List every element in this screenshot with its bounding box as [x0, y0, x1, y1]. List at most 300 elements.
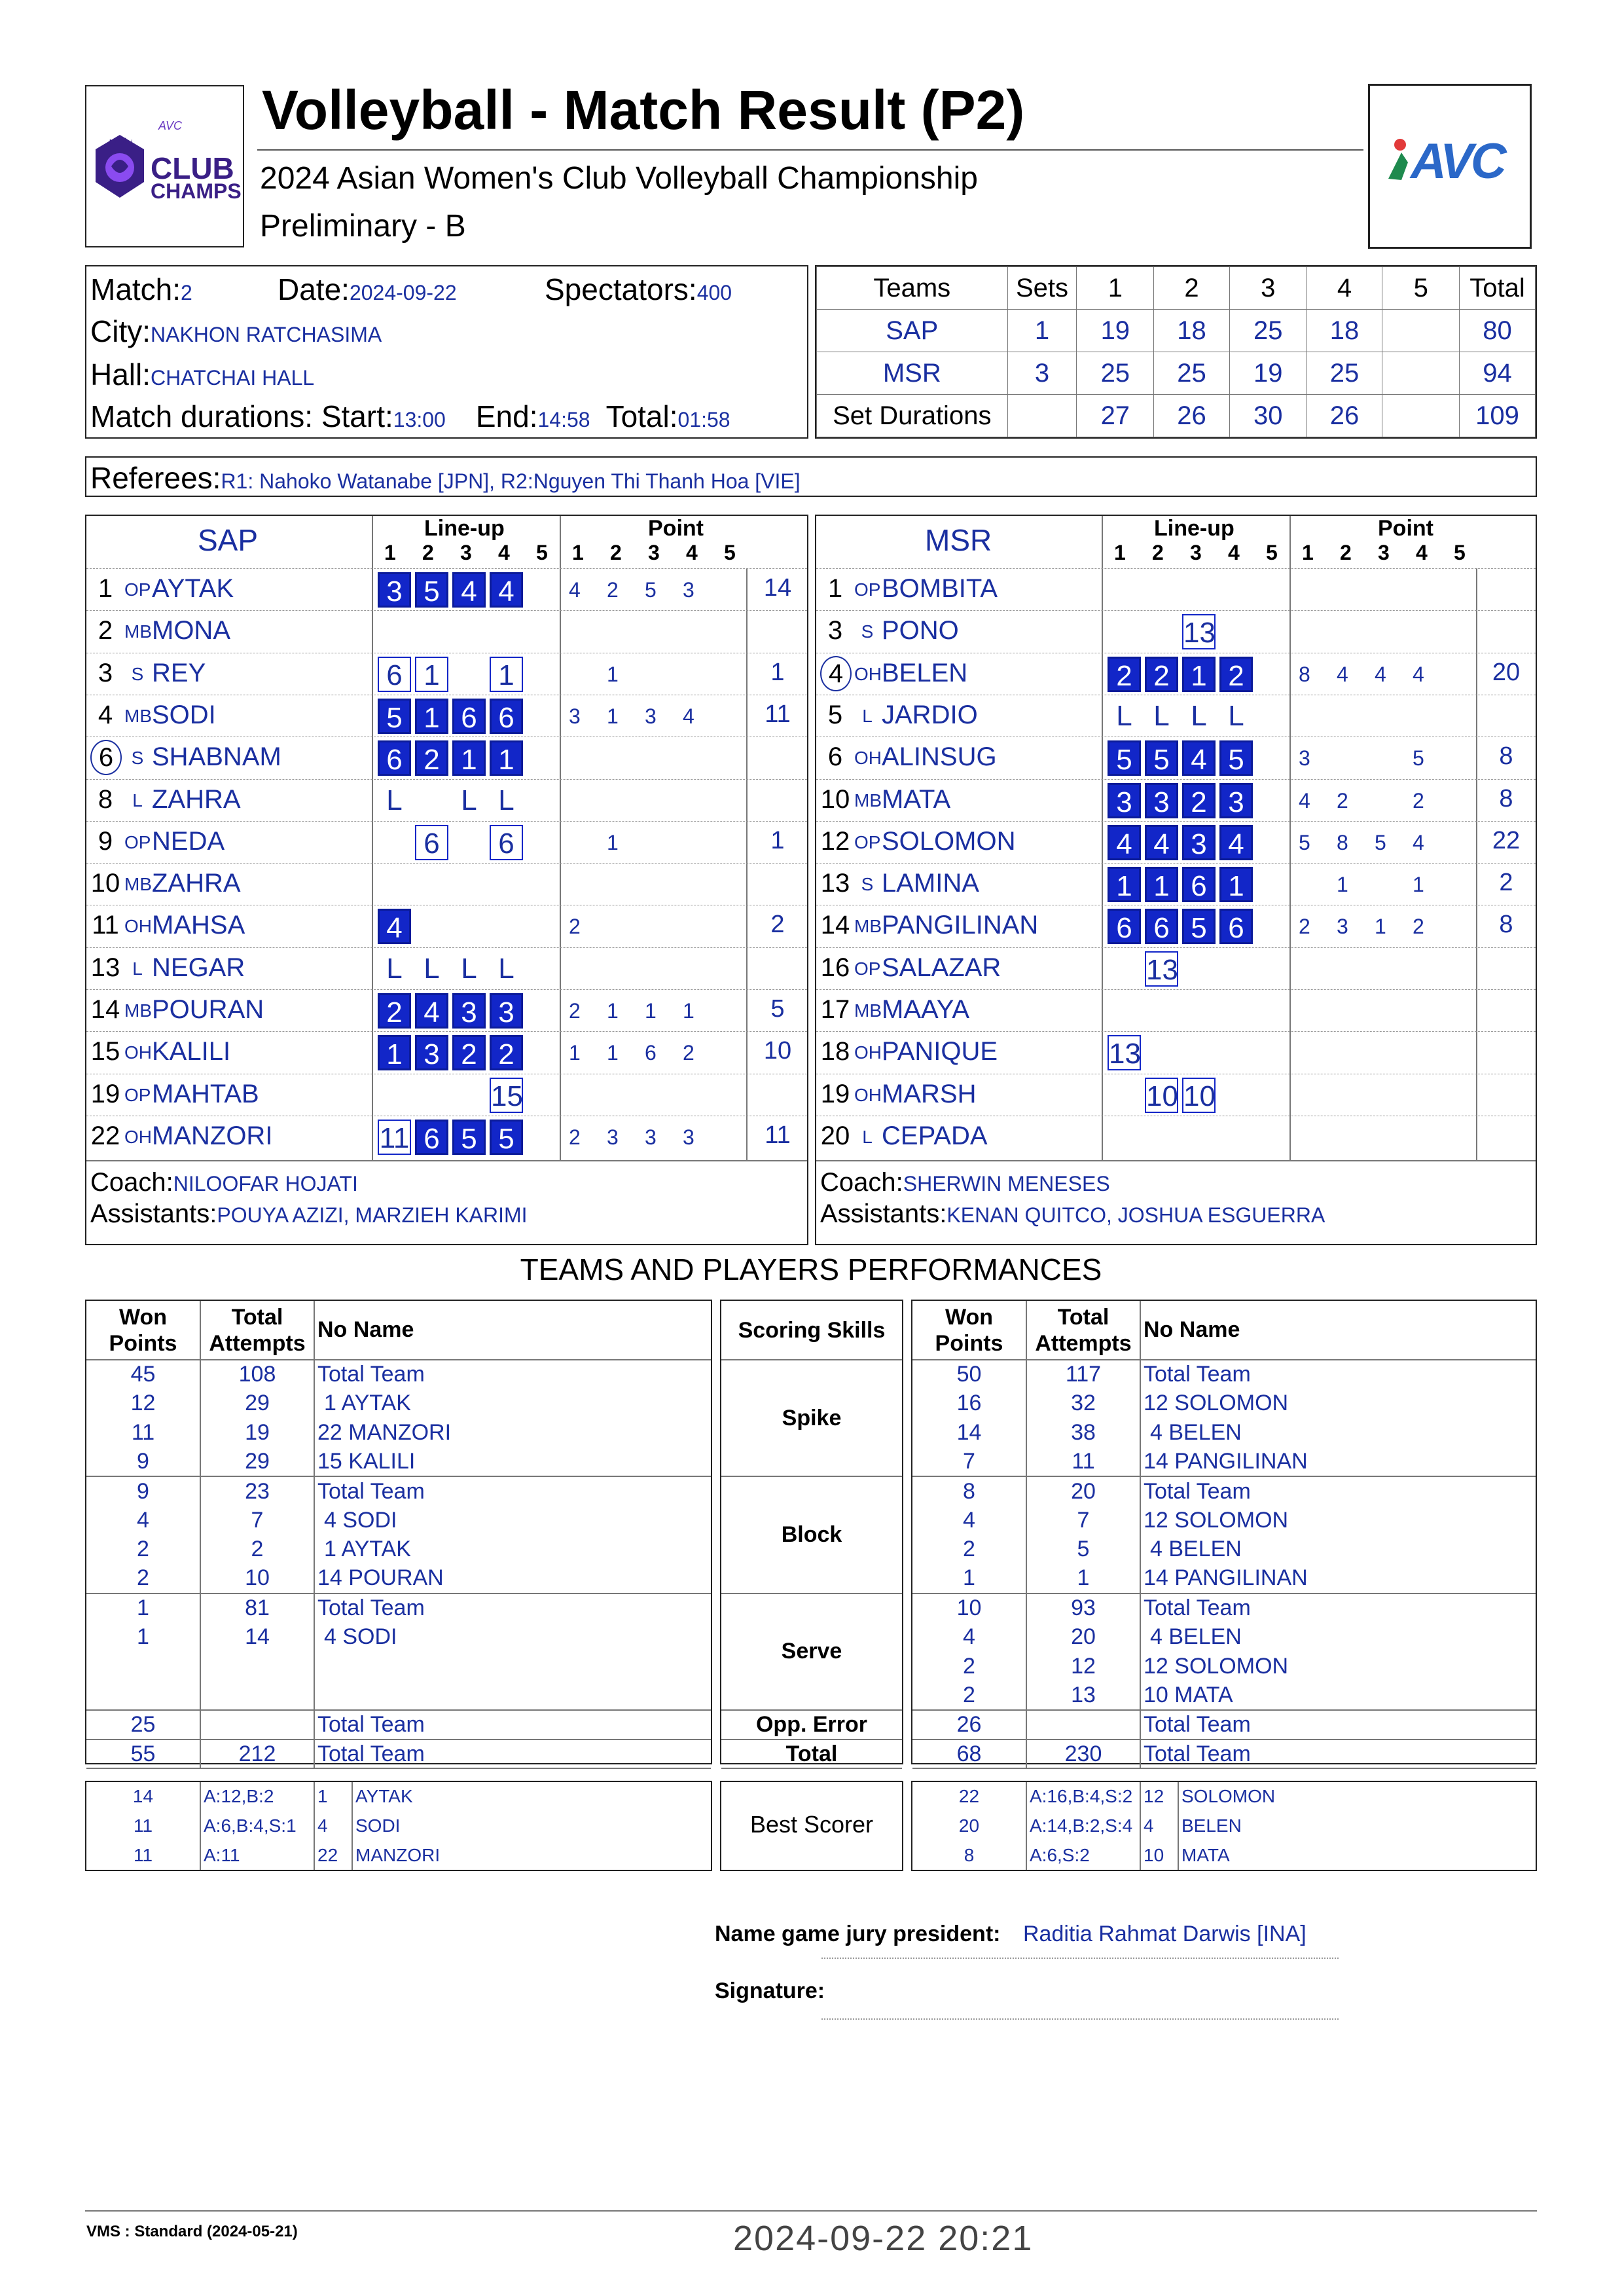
skill-label: Spike: [721, 1360, 902, 1476]
lineup-cell: 3: [415, 1035, 448, 1070]
perf-value: 212: [200, 1740, 314, 1769]
perf-team-a: [85, 1300, 712, 1764]
player-position: OP: [854, 831, 881, 852]
player-position: MB: [124, 621, 152, 642]
player-lineup: [1108, 783, 1257, 818]
set-point: 2: [1299, 915, 1310, 939]
city-label: City:: [90, 314, 151, 348]
perf-value: 2: [86, 1564, 200, 1594]
date-value: 2024-09-22: [349, 281, 457, 304]
perf-team-b-table: [912, 1301, 1536, 1769]
best-breakdown: A:14,B:2,S:4: [1026, 1812, 1140, 1841]
perf-value: 2: [912, 1652, 1026, 1681]
player-lineup: [378, 657, 527, 692]
attempts-header: Total Attempts: [200, 1301, 314, 1360]
player-position: OH: [854, 1084, 882, 1105]
perf-team-b: [911, 1300, 1537, 1764]
player-number: 1: [827, 574, 843, 603]
results-header-cell: 2: [1154, 267, 1230, 310]
set-point: 3: [1299, 746, 1310, 771]
club-champs-emblem: [92, 134, 148, 199]
player-position: OH: [854, 748, 882, 769]
set-number: 2: [610, 541, 622, 564]
lineup-set-numbers: [1114, 541, 1304, 565]
lineup-cell: 4: [1219, 825, 1253, 860]
player-position: OH: [854, 1042, 882, 1063]
player-set-points: [1299, 663, 1451, 687]
player-set-points: [569, 999, 721, 1023]
player-set-points: [569, 831, 721, 855]
start-value: 13:00: [393, 408, 446, 431]
perf-name: Total Team: [317, 1362, 425, 1387]
referees: [85, 456, 1537, 497]
player-number: [820, 656, 850, 691]
lineup-cell: 5: [378, 699, 411, 734]
player-name: PANGILINAN: [882, 911, 1039, 940]
won-points-header: Won Points: [912, 1301, 1026, 1360]
set-number: 1: [384, 541, 396, 564]
lineup-cell: 1: [415, 657, 448, 692]
lineup-cell: 3: [1219, 783, 1253, 818]
lineup-cell: 1: [1108, 867, 1141, 902]
print-stamp: 2024-09-22 20:21: [733, 2219, 1034, 2258]
lineup-cell: 13: [1182, 614, 1216, 649]
player-number: 18: [820, 1037, 850, 1066]
lineup-cell: L: [386, 952, 403, 985]
perf-name: 1 AYTAK: [324, 1391, 411, 1416]
best-breakdown: A:16,B:4,S:2: [1026, 1782, 1140, 1812]
player-row: [816, 1074, 1536, 1116]
player-name: ZAHRA: [152, 869, 241, 898]
player-lineup: [378, 1035, 527, 1070]
results-cell: 94: [1460, 352, 1536, 395]
player-position: OH: [124, 1126, 152, 1147]
perf-value: 11: [86, 1418, 200, 1448]
results-header-cell: Sets: [1007, 267, 1077, 310]
player-lineup: [1108, 951, 1182, 987]
perf-name: 22 MANZORI: [317, 1419, 452, 1445]
player-number: 22: [90, 1121, 120, 1150]
match-value: 2: [181, 281, 192, 304]
lineup-set-numbers: [384, 541, 574, 565]
best-points: 14: [86, 1782, 200, 1812]
set-number: 2: [422, 541, 434, 564]
player-total: 8: [1499, 911, 1513, 939]
lineup-cell: L: [424, 952, 440, 985]
lineup-cell: 5: [490, 1120, 523, 1155]
set-point: 2: [1337, 788, 1348, 812]
best-name: BELEN: [1181, 1815, 1242, 1836]
perf-value: 108: [200, 1360, 314, 1389]
referees-value: R1: Nahoko Watanabe [JPN], R2:Nguyen Thi Thanh Hoa [VIE]: [221, 469, 801, 493]
player-row: [86, 568, 807, 610]
player-name: SOLOMON: [882, 826, 1016, 856]
results-cell: 26: [1307, 395, 1382, 437]
best-number: 4: [1140, 1812, 1178, 1841]
player-position: L: [132, 958, 143, 979]
team-a-panel: [85, 515, 808, 1245]
perf-name: Total Team: [1144, 1362, 1251, 1387]
spectators-line: [545, 272, 732, 307]
best-number: 1: [314, 1782, 352, 1812]
lineup-cell: 4: [452, 572, 486, 608]
player-number: 3: [827, 616, 843, 646]
end-value: 14:58: [537, 408, 590, 431]
perf-name: 14 POURAN: [314, 1564, 711, 1594]
player-total: 5: [770, 995, 785, 1023]
player-set-points: [1299, 746, 1451, 771]
lineup-cell: 3: [490, 993, 523, 1029]
player-row: [86, 1031, 807, 1073]
perf-value: 20: [1026, 1476, 1140, 1506]
lineup-cell: 13: [1108, 1035, 1141, 1070]
hall-line: [90, 357, 314, 392]
perf-name: [314, 1652, 711, 1681]
team-b-coach-line: [816, 1160, 1536, 1197]
lineup-cell: 6: [1219, 909, 1253, 944]
lineup-cell: L: [1191, 699, 1207, 732]
lineup-cell: 2: [1145, 657, 1178, 692]
player-set-points: [569, 1041, 721, 1065]
lineup-cell: 1: [452, 740, 486, 776]
player-total: 11: [765, 700, 791, 728]
set-point: 1: [607, 704, 619, 728]
set-number: 3: [648, 541, 660, 564]
player-lineup: [1108, 657, 1257, 692]
player-row: [816, 610, 1536, 652]
results-cell: 30: [1229, 395, 1307, 437]
results-cell: 18: [1154, 310, 1230, 352]
results-cell: 18: [1307, 310, 1382, 352]
lineup-cell: 4: [1182, 740, 1216, 776]
perf-name: Total Team: [314, 1710, 711, 1740]
logo-right-box: [1368, 84, 1532, 249]
perf-value: 45: [86, 1360, 200, 1389]
player-set-points: [1299, 789, 1451, 813]
player-lineup: [378, 572, 527, 608]
lineup-cell: 11: [378, 1120, 411, 1155]
performance-title: TEAMS AND PLAYERS PERFORMANCES: [520, 1252, 1102, 1286]
best-breakdown: A:6,B:4,S:1: [200, 1812, 314, 1841]
player-name: CEPADA: [882, 1121, 988, 1150]
player-total: 2: [1499, 869, 1513, 897]
player-row: [86, 779, 807, 821]
results-header-cell: Total: [1460, 267, 1536, 310]
best-number: 4: [314, 1812, 352, 1841]
perf-name: 10 MATA: [1140, 1681, 1536, 1711]
set-point: 3: [683, 578, 694, 602]
player-name: MANZORI: [152, 1121, 273, 1150]
player-position: S: [861, 621, 874, 642]
player-name: KALILI: [152, 1037, 231, 1066]
lineup-cell: 4: [1145, 825, 1178, 860]
set-point: 1: [569, 1041, 581, 1065]
spectators-label: Spectators:: [545, 272, 697, 306]
perf-value: 1: [86, 1594, 200, 1623]
lineup-cell: 6: [490, 825, 523, 860]
perf-name: 4 SODI: [324, 1624, 397, 1650]
set-point: 4: [569, 578, 581, 602]
player-number: 3: [98, 658, 113, 687]
captain-circle: 6: [90, 740, 122, 775]
player-lineup: [378, 909, 415, 944]
player-name: SODI: [152, 700, 216, 729]
perf-name: 4 BELEN: [1150, 1537, 1242, 1562]
player-total: 8: [1499, 784, 1513, 812]
player-position: L: [132, 790, 143, 811]
player-position: OH: [854, 663, 882, 684]
perf-value: 4: [912, 1506, 1026, 1535]
lineup-cell: L: [1153, 699, 1170, 732]
results-header-cell: 4: [1307, 267, 1382, 310]
lineup-cell: 4: [415, 993, 448, 1029]
player-name: BOMBITA: [882, 574, 998, 603]
perf-value: 32: [1026, 1389, 1140, 1419]
perf-value: 2: [912, 1535, 1026, 1565]
perf-value: 11: [1026, 1448, 1140, 1477]
results-cell: 19: [1077, 310, 1154, 352]
set-point: 2: [683, 1041, 694, 1065]
set-point: 1: [1375, 915, 1386, 939]
results-header-cell: 1: [1077, 267, 1154, 310]
team-a-name: SAP: [198, 523, 259, 557]
set-number: 4: [498, 541, 510, 564]
player-position: MB: [854, 916, 882, 937]
player-number: 10: [90, 869, 120, 898]
match-line: [90, 272, 192, 307]
best-points: 20: [912, 1812, 1026, 1841]
player-lineup: [378, 825, 527, 860]
lineup-cell: 13: [1145, 951, 1178, 987]
perf-value: 29: [200, 1448, 314, 1477]
player-total: 20: [1492, 658, 1521, 686]
player-position: MB: [854, 790, 882, 811]
lineup-cell: 3: [1182, 825, 1216, 860]
lineup-cell: L: [1116, 699, 1132, 732]
won-points-header: Won Points: [86, 1301, 200, 1360]
skill-label: Total: [721, 1740, 902, 1769]
set-point: 2: [569, 915, 581, 939]
point-set-numbers: [572, 541, 762, 565]
perf-value: [86, 1652, 200, 1681]
lineup-cell: 1: [490, 740, 523, 776]
perf-name: 4 SODI: [324, 1507, 397, 1533]
player-position: OP: [854, 579, 881, 600]
set-point: 2: [607, 578, 619, 602]
lineup-cell: 5: [452, 1120, 486, 1155]
set-point: 2: [1413, 788, 1424, 812]
player-set-points: [1299, 915, 1451, 939]
champs-text: CHAMPS: [151, 179, 242, 203]
player-position: L: [862, 705, 873, 726]
player-name: MATA: [882, 784, 951, 814]
coach-label: Coach:: [90, 1168, 173, 1197]
perf-value: 10: [912, 1594, 1026, 1623]
perf-value: 5: [1026, 1535, 1140, 1565]
lineup-cell: 6: [415, 1120, 448, 1155]
player-set-points: [569, 578, 721, 602]
set-number: 1: [572, 541, 584, 564]
set-number: 5: [724, 541, 736, 564]
results-cell: 25: [1307, 352, 1382, 395]
player-position: OP: [854, 958, 881, 979]
spectators-value: 400: [696, 281, 732, 304]
player-row: [816, 1116, 1536, 1157]
perf-value: 29: [200, 1389, 314, 1419]
best-label-box: [720, 1781, 903, 1871]
player-name: MARSH: [882, 1079, 977, 1108]
results-cell: 25: [1154, 352, 1230, 395]
avc-small-mark: AVC: [158, 119, 183, 132]
set-point: 8: [1299, 662, 1310, 686]
player-number: 5: [827, 700, 843, 729]
best-name: SOLOMON: [1181, 1786, 1276, 1807]
set-point: 5: [1413, 746, 1424, 771]
results-cell: 109: [1460, 395, 1536, 437]
results-cell: [1382, 395, 1460, 437]
perf-value: 20: [1026, 1622, 1140, 1652]
results-cell: 3: [1007, 352, 1077, 395]
club-text: CLUB: [151, 151, 234, 185]
lineup-cell: 3: [452, 993, 486, 1029]
hall-value: CHATCHAI HALL: [151, 366, 315, 390]
lineup-header: Line-up: [1154, 516, 1235, 541]
results-cell: [1382, 310, 1460, 352]
results-cell: 27: [1077, 395, 1154, 437]
skill-label: Serve: [721, 1594, 902, 1710]
player-total: 11: [765, 1121, 791, 1149]
results-cell: 80: [1460, 310, 1536, 352]
perf-value: 68: [912, 1740, 1026, 1769]
set-scores: [816, 266, 1536, 437]
player-position: OP: [124, 831, 151, 852]
perf-name: Total Team: [1144, 1478, 1251, 1504]
skill-label: Opp. Error: [721, 1710, 902, 1740]
player-number: 14: [820, 911, 850, 940]
player-position: OH: [124, 916, 152, 937]
lineup-cell: 3: [378, 572, 411, 608]
player-number: 20: [820, 1121, 850, 1150]
lineup-cell: 6: [378, 657, 411, 692]
logo-left-box: [85, 85, 244, 247]
player-position: MB: [854, 1000, 882, 1021]
player-lineup: [1108, 825, 1257, 860]
player-lineup: [378, 993, 527, 1029]
set-point: 2: [1413, 915, 1424, 939]
player-set-points: [569, 704, 721, 729]
perf-name: 12 SOLOMON: [1144, 1391, 1289, 1416]
lineup-cell: 15: [490, 1078, 523, 1113]
perf-value: 38: [1026, 1418, 1140, 1448]
lineup-cell: 6: [1108, 909, 1141, 944]
lineup-cell: 10: [1182, 1078, 1216, 1113]
perf-value: 2: [86, 1535, 200, 1565]
player-number: 10: [820, 784, 850, 814]
perf-value: [200, 1652, 314, 1681]
team-a-coach: NILOOFAR HOJATI: [173, 1172, 358, 1195]
coach-label: Coach:: [820, 1168, 903, 1197]
set-number: 2: [1340, 541, 1352, 564]
player-number: 14: [90, 995, 120, 1024]
results-cell: 19: [1229, 352, 1307, 395]
lineup-cell: L: [498, 784, 514, 816]
results-header-cell: 3: [1229, 267, 1307, 310]
team-b-assistants-line: [820, 1199, 1325, 1229]
attempts-header: Total Attempts: [1026, 1301, 1140, 1360]
player-row: [86, 737, 807, 778]
best-breakdown: A:6,S:2: [1026, 1840, 1140, 1870]
point-header: Point: [1378, 516, 1433, 541]
set-number: 5: [536, 541, 548, 564]
player-total: 8: [1499, 742, 1513, 771]
jury-president-label: Name game jury president:: [715, 1922, 1001, 1946]
player-lineup: [378, 951, 527, 987]
set-point: 8: [1337, 830, 1348, 854]
durations-line: [90, 399, 730, 434]
durations-label: Match durations: Start:: [90, 399, 393, 433]
player-name: JARDIO: [882, 700, 978, 729]
player-total: 10: [763, 1037, 792, 1065]
best-number: 22: [314, 1840, 352, 1870]
player-name: ZAHRA: [152, 784, 241, 814]
referees-line: [90, 460, 801, 496]
perf-name: [314, 1681, 711, 1711]
name-header: No Name: [314, 1301, 711, 1360]
best-team-b: [911, 1781, 1537, 1871]
player-position: MB: [124, 705, 152, 726]
perf-value: 13: [1026, 1681, 1140, 1711]
set-point: 2: [569, 999, 581, 1023]
player-total: 2: [770, 911, 785, 939]
results-cell: [1382, 352, 1460, 395]
perf-value: 4: [912, 1622, 1026, 1652]
set-point: 4: [1375, 662, 1386, 686]
championship-name: 2024 Asian Women's Club Volleyball Championship: [260, 161, 978, 196]
lineup-cell: 1: [490, 657, 523, 692]
player-row: [816, 737, 1536, 778]
lineup-cell: 4: [490, 572, 523, 608]
player-total: 14: [763, 574, 792, 602]
end-label: End:: [475, 399, 538, 433]
player-lineup: [1108, 867, 1257, 902]
player-name: ALINSUG: [882, 742, 997, 772]
perf-name: 12 SOLOMON: [1144, 1507, 1289, 1533]
player-row: [86, 989, 807, 1031]
perf-name: Total Team: [1140, 1710, 1536, 1740]
player-number: 4: [98, 700, 113, 729]
lineup-cell: L: [1228, 699, 1244, 732]
player-lineup: [378, 740, 527, 776]
avc-logo-text: AVC: [1411, 134, 1504, 189]
player-row: [86, 1074, 807, 1116]
results-cell: 26: [1154, 395, 1230, 437]
best-breakdown: A:11: [200, 1840, 314, 1870]
perf-name: 14 PANGILINAN: [1140, 1564, 1536, 1594]
jury-rule: [821, 1958, 1339, 1959]
perf-value: 1: [86, 1622, 200, 1652]
perf-value: 26: [912, 1710, 1026, 1740]
perf-skills: [720, 1300, 903, 1764]
player-name: AYTAK: [152, 574, 234, 603]
lineup-cell: 5: [1219, 740, 1253, 776]
player-position: MB: [124, 1000, 152, 1021]
lineup-cell: 5: [415, 572, 448, 608]
player-row: [816, 1031, 1536, 1073]
perf-value: [200, 1681, 314, 1711]
set-point: 3: [607, 1125, 619, 1149]
perf-value: 230: [1026, 1740, 1140, 1769]
perf-value: 7: [1026, 1506, 1140, 1535]
